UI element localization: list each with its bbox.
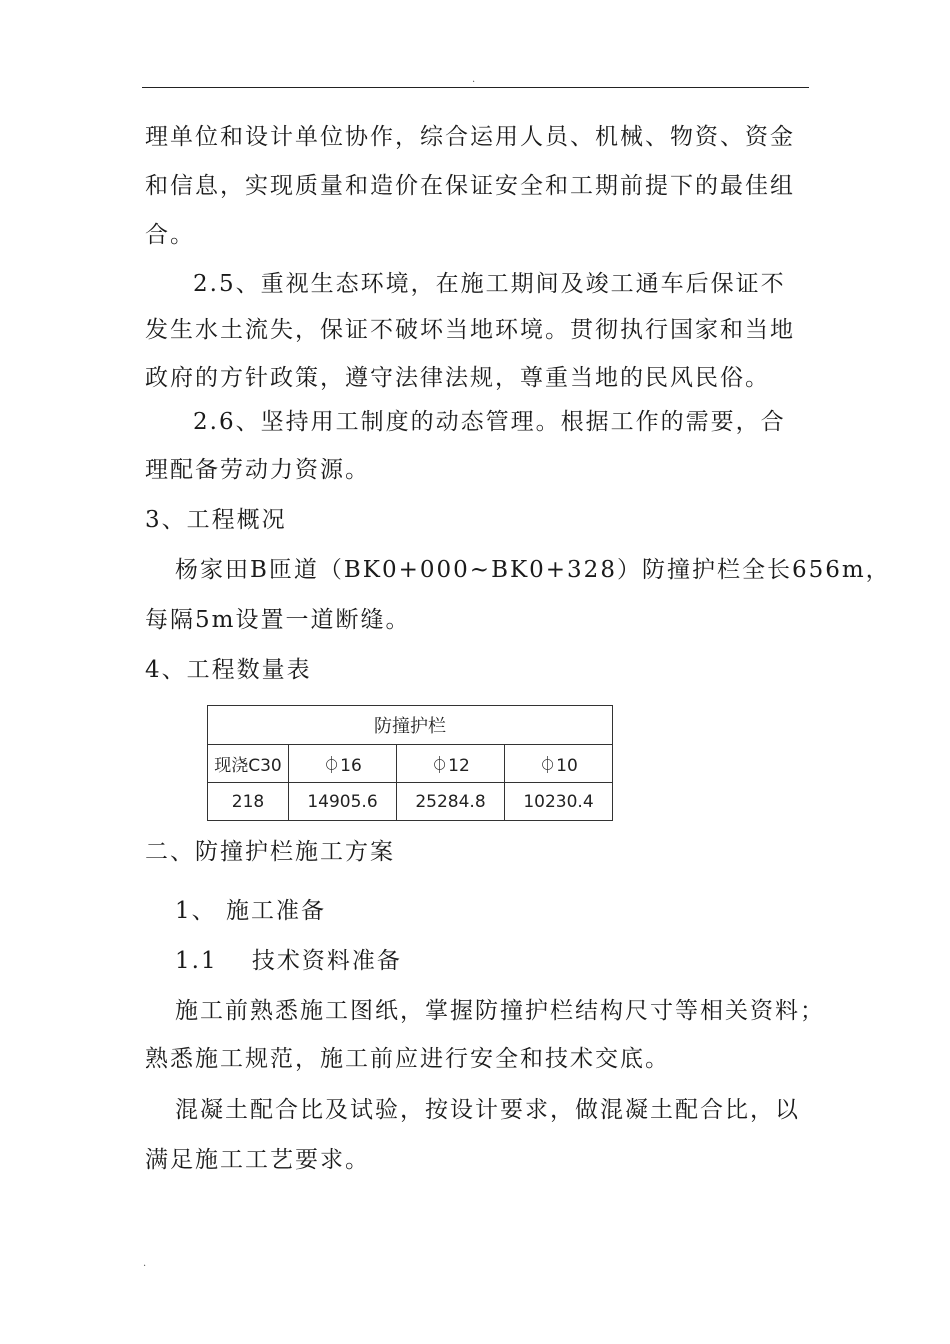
heading-part-2: 二、防撞护栏施工方案 bbox=[145, 839, 395, 865]
table-cell: 218 bbox=[208, 783, 289, 821]
section-2-6: 2.6、坚持用工制度的动态管理。根据工作的需要，合 bbox=[193, 409, 786, 435]
body-line: 发生水土流失，保证不破坏当地环境。贯彻执行国家和当地 bbox=[145, 317, 795, 343]
body-line: 和信息，实现质量和造价在保证安全和工期前提下的最佳组 bbox=[145, 173, 795, 199]
overview-line: 杨家田B匝道（BK0+000~BK0+328）防撞护栏全长656m， bbox=[175, 557, 891, 583]
overview-line: 每隔5m设置一道断缝。 bbox=[145, 607, 411, 633]
table-cell: 10230.4 bbox=[505, 783, 613, 821]
table-title: 防撞护栏 bbox=[208, 706, 613, 745]
table-header-cell: 现浇C30 bbox=[208, 745, 289, 783]
table-cell: 25284.8 bbox=[397, 783, 505, 821]
body-line: 理配备劳动力资源。 bbox=[145, 457, 370, 483]
heading-1-1: 1.1 技术资料准备 bbox=[175, 948, 402, 974]
body-line: 政府的方针政策，遵守法律法规，尊重当地的民风民俗。 bbox=[145, 365, 770, 391]
heading-3: 3、工程概况 bbox=[145, 507, 287, 533]
body-line: 合。 bbox=[145, 222, 195, 248]
table-row bbox=[208, 783, 613, 821]
section-2-5: 2.5、重视生态环境，在施工期间及竣工通车后保证不 bbox=[193, 271, 786, 297]
quantity-table bbox=[207, 705, 613, 821]
heading-4: 4、工程数量表 bbox=[145, 657, 312, 683]
table-header-cell: ⏀12 bbox=[397, 745, 505, 783]
table-header-cell: ⏀10 bbox=[505, 745, 613, 783]
table-header-cell: ⏀16 bbox=[289, 745, 397, 783]
table-cell: 14905.6 bbox=[289, 783, 397, 821]
body-line: 理单位和设计单位协作，综合运用人员、机械、物资、资金 bbox=[145, 124, 795, 150]
body-line: 混凝土配合比及试验，按设计要求，做混凝土配合比，以 bbox=[175, 1097, 800, 1123]
header-dot: . bbox=[472, 74, 476, 85]
body-line: 满足施工工艺要求。 bbox=[145, 1147, 370, 1173]
table-row bbox=[208, 745, 613, 783]
body-line: 施工前熟悉施工图纸，掌握防撞护栏结构尺寸等相关资料； bbox=[175, 998, 825, 1024]
body-line: 熟悉施工规范，施工前应进行安全和技术交底。 bbox=[145, 1046, 670, 1072]
heading-1: 1、 施工准备 bbox=[175, 898, 326, 924]
footer-dot: . bbox=[143, 1258, 147, 1269]
header-rule bbox=[142, 87, 809, 88]
